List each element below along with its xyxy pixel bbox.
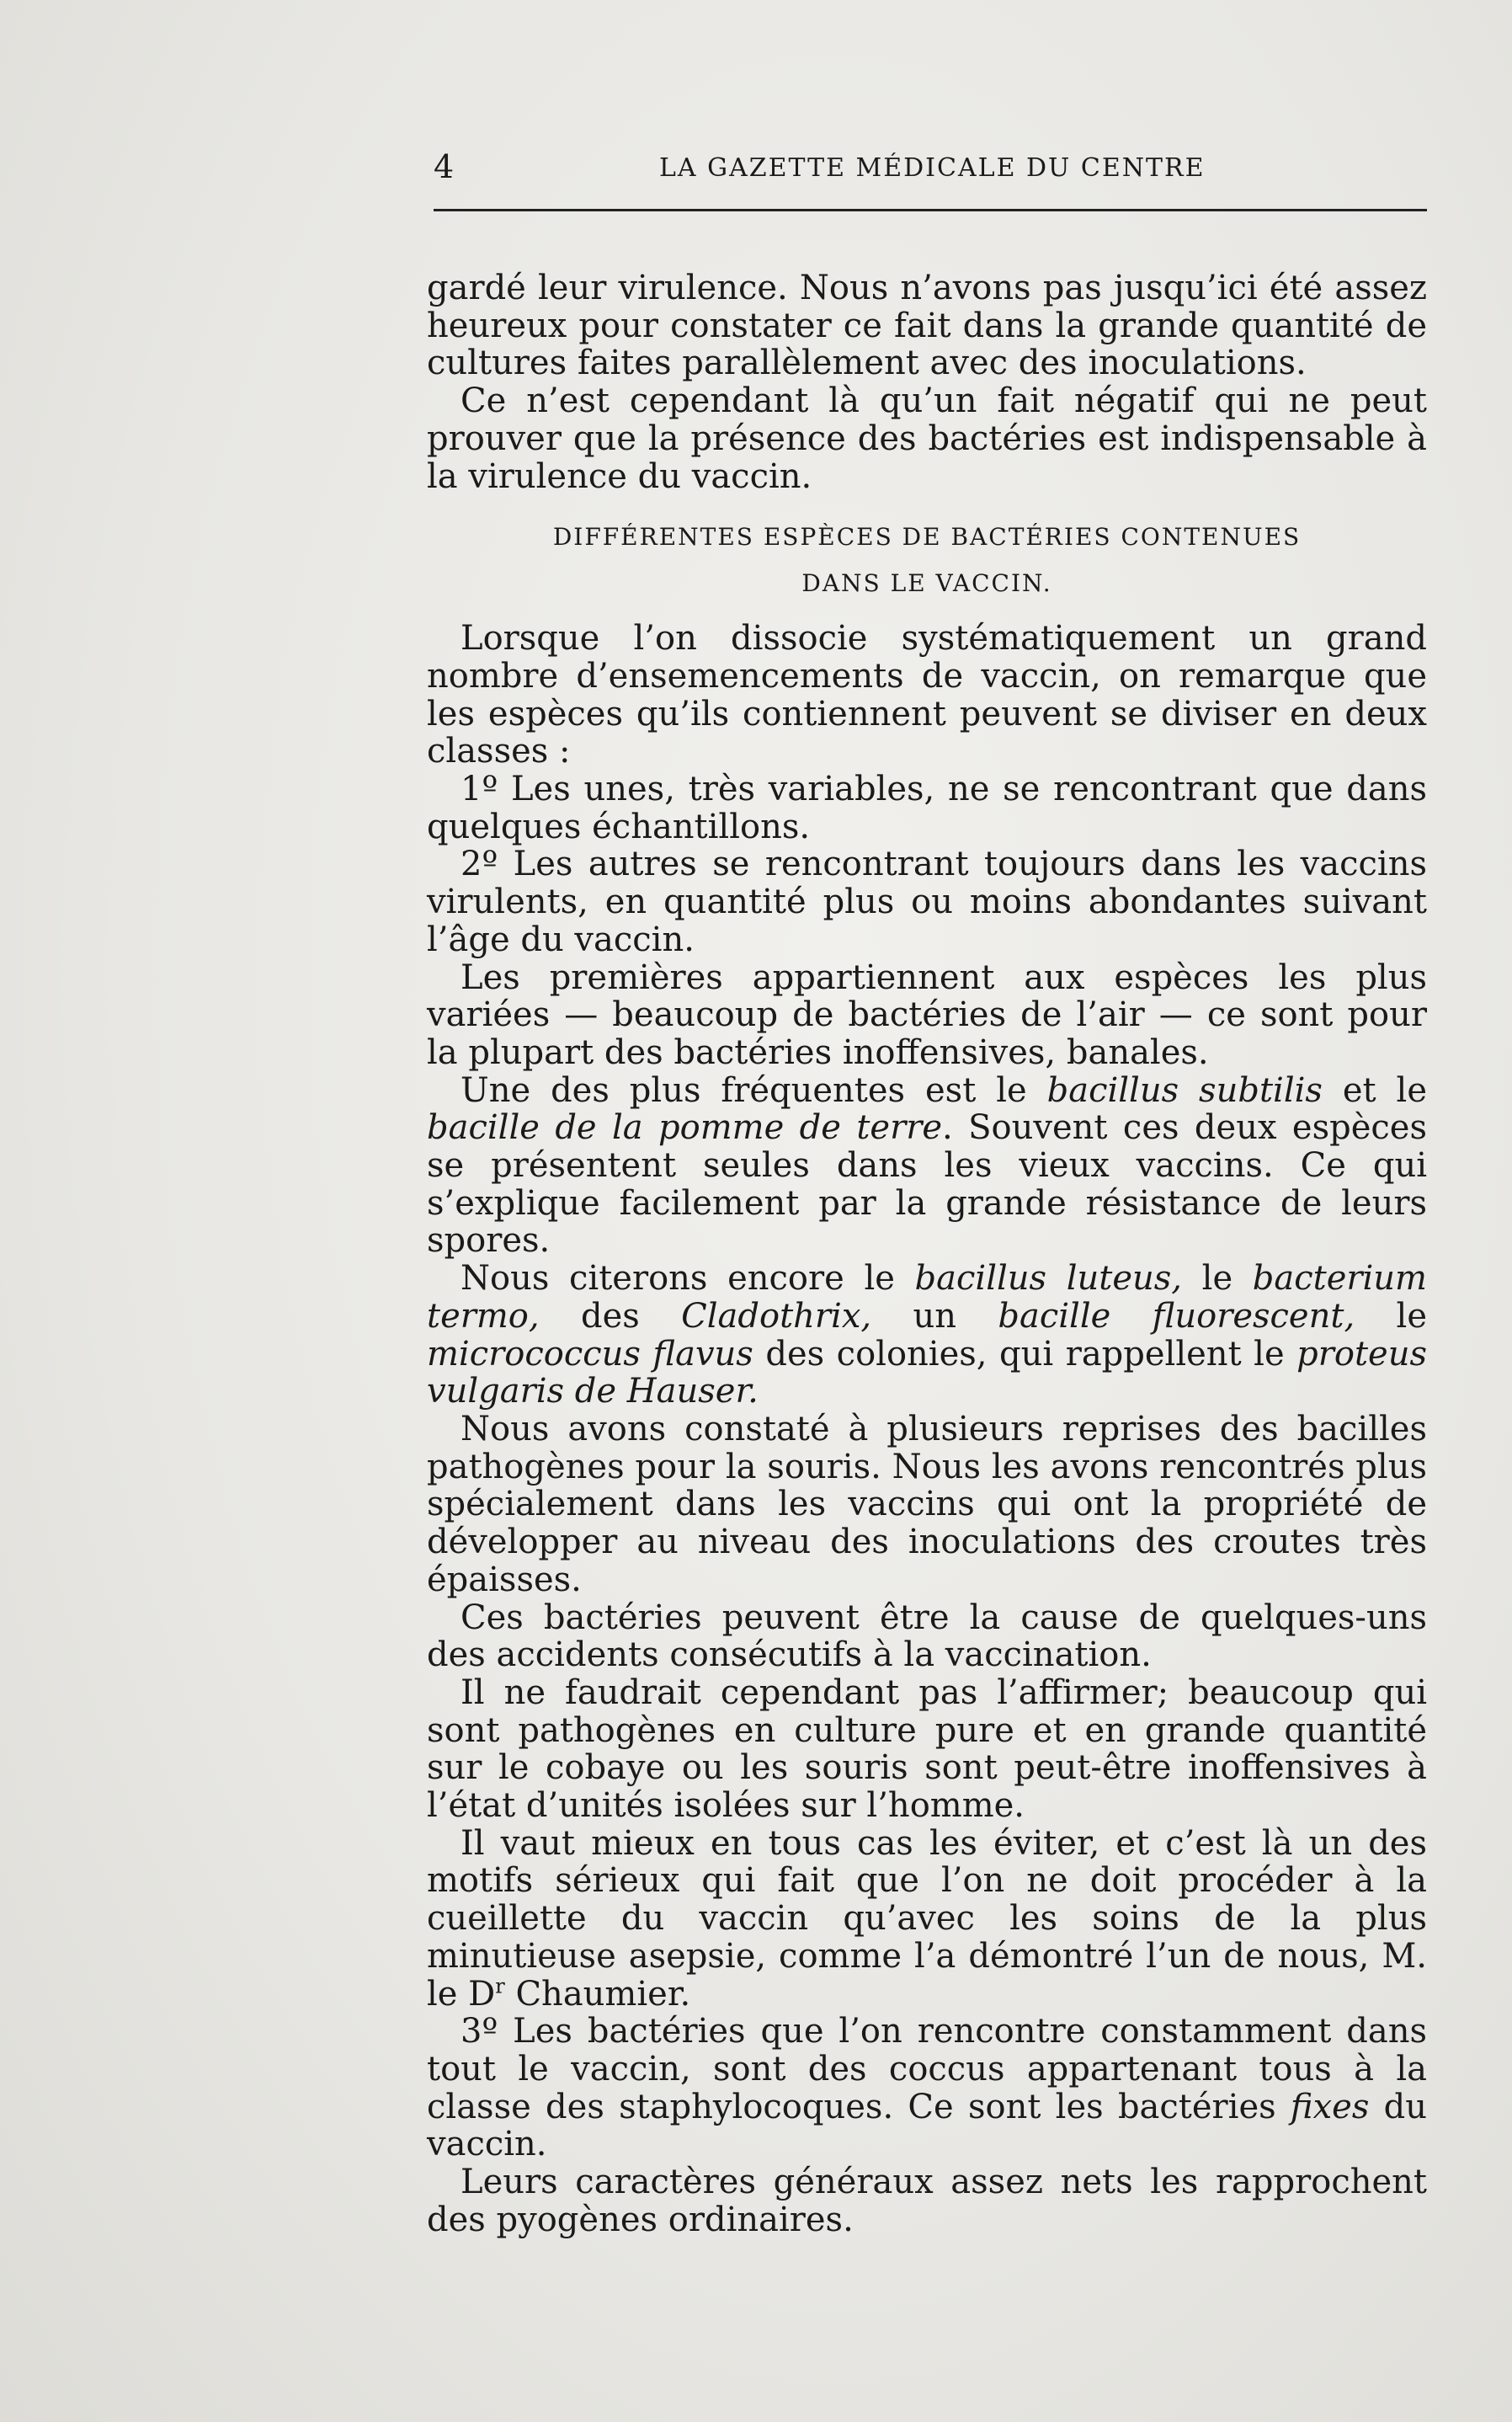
paragraph: Les premières appartiennent aux espèces les plus variées — beaucoup de bactéries de l’air — ce sont pour la plupart des bactéries inoffensives, banales. bbox=[427, 958, 1427, 1072]
superscript: r bbox=[495, 1974, 505, 1998]
text-run: du vaccin. bbox=[427, 2087, 1427, 2164]
species-name: bacterium termo, bbox=[427, 1259, 1427, 1336]
running-title: LA GAZETTE MÉDICALE DU CENTRE bbox=[659, 153, 1206, 183]
paragraph bbox=[427, 2013, 1427, 2163]
species-name: bacillus subtilis bbox=[1046, 1070, 1323, 1110]
page-number: 4 bbox=[434, 148, 455, 185]
species-name: micrococcus flavus bbox=[427, 1334, 753, 1374]
body-text bbox=[427, 269, 1427, 2238]
paragraph: gardé leur virulence. Nous n’avons pas jusqu’ici été assez heureux pour constater ce fait dans la grande quantité de cultures faites parallèlement avec des inoculations. bbox=[427, 269, 1427, 383]
text-run: des colonies, qui rappellent le bbox=[753, 1334, 1297, 1374]
header-rule bbox=[434, 209, 1427, 211]
paragraph: 1º Les unes, très variables, ne se rencontrant que dans quelques échantillons. bbox=[427, 770, 1427, 846]
text-run: un bbox=[871, 1296, 998, 1336]
section-heading-line: DANS LE VACCIN. bbox=[801, 569, 1052, 598]
page-header bbox=[434, 150, 1427, 184]
text-run: des bbox=[539, 1296, 682, 1336]
text-run: et le bbox=[1322, 1070, 1427, 1110]
section-heading-line: DIFFÉRENTES ESPÈCES DE BACTÉRIES CONTENUES bbox=[552, 523, 1302, 552]
species-name: bacille fluorescent, bbox=[998, 1296, 1355, 1336]
paragraph bbox=[427, 1072, 1427, 1261]
emphasis: fixes bbox=[1290, 2087, 1370, 2126]
text-run: Il vaut mieux en tous cas les éviter, et c’est là un des motifs sérieux qui fait que l’on ne doit procéder à la cueillette du vaccin qu’avec les soins de la plus minutieuse asepsie, comme l’a démontré l’un de nous, M. le D bbox=[427, 1823, 1427, 2014]
text-run: . Souvent ces deux espèces se présentent seules dans les vieux vaccins. Ce qui s’explique facilement par la grande résistance de leurs spores. bbox=[427, 1108, 1428, 1261]
paragraph: Ce n’est cependant là qu’un fait négatif qui ne peut prouver que la présence des bactéries est indispensable à la virulence du vaccin. bbox=[427, 381, 1427, 496]
paragraph: Nous avons constaté à plusieurs reprises des bacilles pathogènes pour la souris. Nous les avons rencontrés plus spécialement dans les vaccins qui ont la propriété de développer au niveau des inoculations des croutes très épaisses. bbox=[427, 1409, 1427, 1599]
text-run: le bbox=[1355, 1296, 1428, 1336]
paragraph: Ces bactéries peuvent être la cause de quelques-uns des accidents consécutifs à la vaccination. bbox=[427, 1598, 1427, 1675]
species-name: proteus vulgaris de Hauser. bbox=[427, 1334, 1427, 1411]
paragraph bbox=[427, 1260, 1427, 1411]
species-name: bacille de la pomme de terre bbox=[427, 1108, 943, 1148]
text-run: le bbox=[1182, 1259, 1253, 1299]
paragraph: Leurs caractères généraux assez nets les rapprochent des pyogènes ordinaires. bbox=[427, 2163, 1427, 2239]
text-run: 3º Les bactéries que l’on rencontre constamment dans tout le vaccin, sont des coccus appartenant tous à la classe des staphylocoques. Ce sont les bactéries bbox=[427, 2012, 1427, 2126]
paragraph: Lorsque l’on dissocie systématiquement un grand nombre d’ensemencements de vaccin, on remarque que les espèces qu’ils contiennent peuvent se diviser en deux classes : bbox=[427, 619, 1427, 771]
text-run: Chaumier. bbox=[504, 1974, 691, 2014]
paragraph: 2º Les autres se rencontrant toujours dans les vaccins virulents, en quantité plus ou moins abondantes suivant l’âge du vaccin. bbox=[427, 845, 1427, 959]
text-run: Une des plus fréquentes est le bbox=[461, 1070, 1047, 1110]
paragraph bbox=[427, 1825, 1427, 2014]
section-heading bbox=[427, 514, 1427, 606]
species-name: bacillus luteus, bbox=[914, 1259, 1183, 1299]
paragraph: Il ne faudrait cependant pas l’affirmer; beaucoup qui sont pathogènes en culture pure et en grande quantité sur le cobaye ou les souris sont peut-être inoffensives à l’état d’unités isolées sur l’homme. bbox=[427, 1672, 1427, 1826]
text-run: Nous citerons encore le bbox=[461, 1259, 915, 1299]
species-name: Cladothrix, bbox=[681, 1296, 872, 1336]
